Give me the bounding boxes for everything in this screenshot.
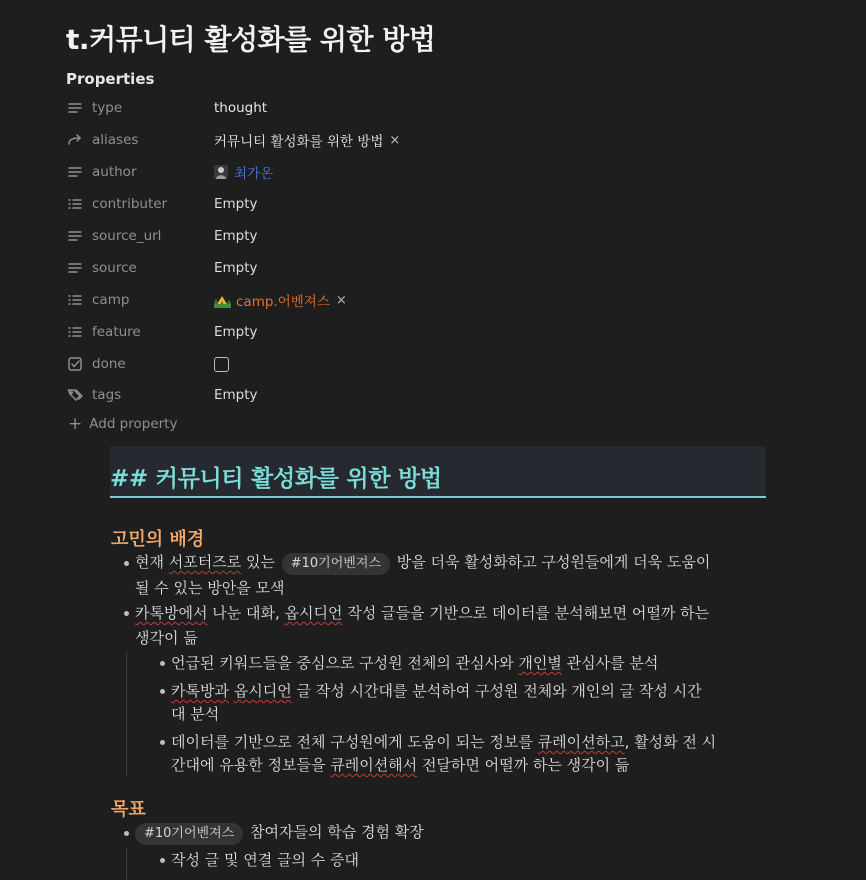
add-property-label: Add property [89,416,178,432]
property-value[interactable] [214,290,347,310]
text-run: 나눈 대화, [207,604,285,622]
remove-alias-button[interactable]: × [389,132,401,148]
text-run: 데이터를 기반으로 전체 구성원에게 도움이 되는 정보를 [171,733,538,751]
text-run: 참여자들의 학습 경험 확장 [250,823,424,841]
heading-2-text[interactable]: ## 커뮤니티 활성화를 위한 방법 [110,466,442,492]
list-item[interactable] [133,821,424,845]
bullet-dot [160,661,165,666]
section-heading-background[interactable]: 고민의 배경 [111,529,205,550]
text-run: 언급된 키워드들을 중심으로 구성원 전체의 관심사와 [171,654,519,672]
sub-list-item[interactable] [171,680,702,702]
list-item-continuation[interactable]: 될 수 있는 방안을 모색 [135,579,285,597]
property-value[interactable] [214,162,273,182]
property-value[interactable]: Empty [214,260,258,276]
property-key: done [92,356,126,372]
property-tags[interactable] [66,381,258,409]
text-lines-icon [66,99,84,117]
tag-pill[interactable]: #10기어벤져스 [135,823,243,845]
list-icon [66,195,84,213]
sub-list-item-continuation[interactable] [171,754,629,776]
bullet-dot [124,611,129,616]
misspelled-word[interactable]: 큐레이션해서 [330,756,418,774]
misspelled-word[interactable]: 서포터즈로 [168,553,242,571]
misspelled-word[interactable]: 개인별 [518,654,562,672]
text-run: 글 작성 시간대를 분석하여 구성원 전체와 개인의 글 작성 시간 [291,682,702,700]
property-key: camp [92,292,130,308]
properties-heading[interactable]: Properties [66,70,155,88]
property-key: feature [92,324,141,340]
tags-icon [66,386,84,404]
indent-guide [126,848,127,880]
bullet-dot [160,858,165,863]
text-run: 관심사를 분석 [561,654,659,672]
property-key: source [92,260,137,276]
text-lines-icon [66,227,84,245]
checkbox-property-icon [66,355,84,373]
property-value[interactable]: Empty [214,228,258,244]
property-source[interactable] [66,254,258,282]
property-key: author [92,164,137,180]
person-avatar-icon [214,165,228,179]
list-item[interactable] [135,602,709,624]
sub-list-item[interactable]: 작성 글 및 연결 글의 수 증대 [171,851,359,869]
indent-guide [126,652,127,776]
text-lines-icon [66,163,84,181]
property-key: contributer [92,196,168,212]
property-value[interactable]: Empty [214,324,258,340]
property-type[interactable] [66,94,268,122]
list-item-continuation[interactable]: 생각이 듦 [135,629,198,647]
list-icon [66,291,84,309]
text-run: 간대에 유용한 정보들을 [171,756,331,774]
property-key: tags [92,387,122,403]
list-item[interactable] [135,551,710,575]
property-aliases[interactable] [66,126,401,154]
property-value[interactable] [214,130,400,150]
property-value[interactable] [214,357,229,372]
tag-pill[interactable]: #10기어벤져스 [282,553,390,575]
text-lines-icon [66,259,84,277]
remove-camp-button[interactable]: × [335,292,347,308]
sub-list-item[interactable] [171,652,658,674]
misspelled-word[interactable]: 큐레이션하고 [537,733,625,751]
misspelled-word[interactable]: 카톡방에서 [135,604,208,622]
text-run: 전달하면 어떨까 하는 생각이 듦 [417,756,630,774]
sub-list-item[interactable] [171,731,716,753]
property-key: source_url [92,228,162,244]
bullet-dot [160,740,165,745]
property-source-url[interactable] [66,222,258,250]
sub-list-item-continuation[interactable]: 대 분석 [171,705,220,723]
property-value[interactable]: thought [214,100,268,116]
bullet-dot [124,561,129,566]
property-contributer[interactable] [66,190,258,218]
text-run: , 활성화 전 시 [624,733,717,751]
property-camp[interactable] [66,286,347,314]
section-heading-goal[interactable]: 목표 [111,799,146,820]
property-feature[interactable] [66,318,258,346]
forward-arrow-icon [66,131,84,149]
property-value[interactable]: Empty [214,196,258,212]
text-run: 있는 [241,553,280,571]
heading-2-block[interactable] [110,446,766,498]
plus-icon: + [68,413,83,434]
property-done[interactable] [66,350,126,378]
done-checkbox[interactable] [214,357,229,372]
property-key: type [92,100,123,116]
text-run: 현재 [135,553,169,571]
add-property-button[interactable] [68,411,177,437]
bullet-dot [160,689,165,694]
list-icon [66,323,84,341]
text-run: 방을 더욱 활성화하고 구성원들에게 더욱 도움이 [391,553,711,571]
property-author[interactable] [66,158,274,186]
note-title[interactable]: t.커뮤니티 활성화를 위한 방법 [66,23,436,56]
camp-link[interactable]: camp.어벤져스 [236,294,330,310]
property-key: aliases [92,132,139,148]
misspelled-word[interactable]: 옵시디언 [233,682,292,700]
misspelled-word[interactable]: 카톡방과 [171,682,229,700]
bullet-dot [124,831,129,836]
property-value[interactable]: Empty [214,387,258,403]
misspelled-word[interactable]: 옵시디언 [284,604,343,622]
alias-pill[interactable]: 커뮤니티 활성화를 위한 방법 [214,134,384,150]
author-link[interactable]: 최가온 [234,166,274,182]
camping-icon [214,293,231,308]
text-run: 작성 글들을 기반으로 데이터를 분석해보면 어떨까 하는 [342,604,710,622]
